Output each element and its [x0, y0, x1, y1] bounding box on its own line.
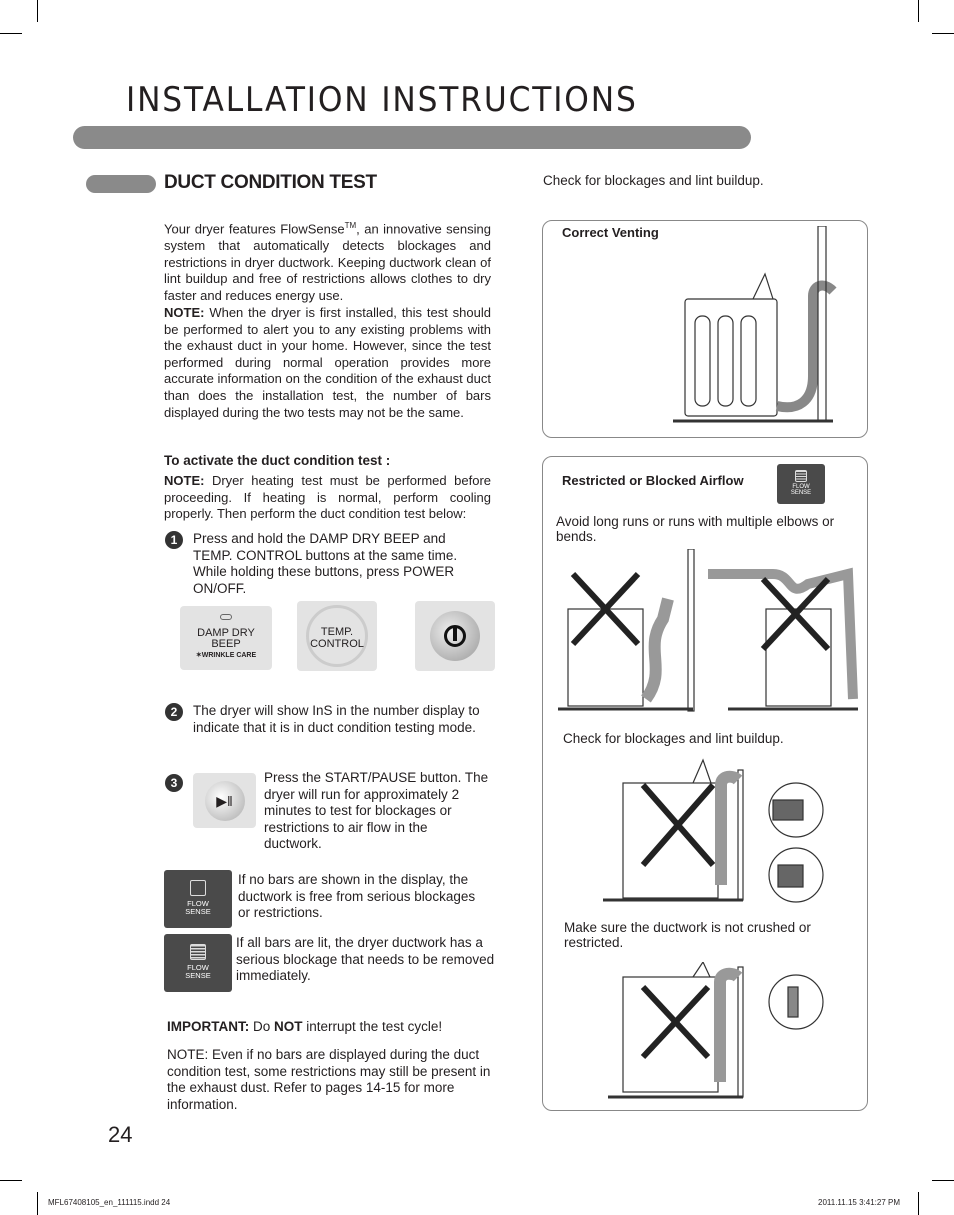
step-text: Press the START/PAUSE button. The dryer will run for approximately 2 minutes to test for blockages or restrictions to air flow in the ductwork.	[264, 770, 489, 852]
crop-mark	[918, 1192, 919, 1215]
final-note: NOTE: Even if no bars are displayed during the duct condition test, some restrictions may still be present in the exhaust dust. Refer to pages 14-15 for more information.	[167, 1047, 491, 1112]
flowsense-all-bars-icon	[164, 934, 232, 992]
button-label: BEEP	[211, 638, 241, 650]
crop-mark	[932, 1180, 954, 1181]
section-pill	[86, 175, 156, 193]
section-title: DUCT CONDITION TEST	[164, 172, 377, 193]
text: interrupt the test cycle!	[302, 1019, 443, 1034]
caption: Check for blockages and lint buildup.	[563, 731, 784, 746]
flow-label: FLOW	[187, 963, 209, 972]
flow-label: FLOW	[792, 484, 810, 490]
note-paragraph	[164, 305, 491, 421]
step-number: 2	[165, 703, 183, 721]
button-label: TEMP.	[320, 626, 354, 638]
crop-mark	[37, 1192, 38, 1215]
temp-control-button	[297, 601, 377, 671]
start-pause-button	[193, 773, 256, 828]
flow-label: SENSE	[790, 490, 812, 496]
dryer-correct-venting-illustration	[673, 226, 843, 431]
intro-text: , an innovative sensing system that automatically detects blockages and restrictions in dryer ductwork. Keeping ductwork clean of lint buildup and free of restrictions allows clothes to dry faster and reduces energy use.	[164, 221, 491, 303]
step-text: Press and hold the DAMP DRY BEEP and TEMP. CONTROL buttons at the same time. While holding these buttons, press POWER ON/OFF.	[193, 531, 458, 596]
panel-title: Correct Venting	[562, 225, 659, 240]
note-label: NOTE:	[164, 305, 205, 320]
tm: TM	[344, 221, 357, 230]
page-title: INSTALLATION INSTRUCTIONS	[126, 80, 638, 120]
step-text: The dryer will show InS in the number display to indicate that it is in duct condition testing mode.	[193, 703, 480, 735]
indicator-led-icon	[220, 614, 232, 620]
activate-note	[164, 473, 491, 523]
flow-label: FLOW	[187, 899, 209, 908]
footer-file: MFL67408105_en_111115.indd 24	[48, 1198, 171, 1207]
activate-heading: To activate the duct condition test :	[164, 453, 391, 468]
crop-mark	[932, 33, 954, 34]
step-number: 3	[165, 774, 183, 792]
button-label: CONTROL	[310, 638, 364, 650]
panel-title: Restricted or Blocked Airflow	[562, 473, 744, 488]
power-icon	[430, 611, 480, 661]
crop-mark	[918, 0, 919, 22]
damp-dry-beep-button	[180, 606, 272, 670]
important-note	[167, 1019, 442, 1034]
crop-mark	[0, 33, 22, 34]
note-text: Dryer heating test must be performed before proceeding. If heating is normal, perform cooling properly. Then perform the duct condition test below:	[164, 473, 491, 522]
important-label: IMPORTANT:	[167, 1019, 250, 1034]
flowsense-no-bars-icon	[164, 870, 232, 928]
header-bar	[73, 126, 751, 149]
crushed-duct-illustration	[608, 962, 833, 1102]
result-text: If all bars are lit, the dryer ductwork has a serious blockage that needs to be removed immediately.	[236, 935, 495, 984]
result-text: If no bars are shown in the display, the ductwork is free from serious blockages or restrictions.	[238, 872, 476, 921]
note-label: NOTE:	[164, 473, 205, 488]
lint-buildup-illustration	[603, 755, 828, 905]
long-run-elbows-illustration	[558, 549, 858, 714]
flow-label: SENSE	[185, 907, 211, 916]
restricted-airflow-panel	[542, 456, 868, 1111]
note-text: When the dryer is first installed, this test should be performed to alert you to any existing problems with the exhaust duct in your home. However, since the test performed during normal operation provides more accurate information on the condition of the exhaust duct than does the installation test, the number of bars displayed during the two tests may not be the same.	[164, 305, 491, 420]
button-label: DAMP DRY	[197, 627, 255, 639]
crop-mark	[37, 0, 38, 22]
caption: Check for blockages and lint buildup.	[543, 173, 764, 188]
intro-text: Your dryer features FlowSense	[164, 221, 345, 237]
step-number: 1	[165, 531, 183, 549]
button-sublabel: ✶WRINKLE CARE	[195, 652, 257, 659]
flowsense-all-bars-icon	[777, 464, 825, 504]
caption: Make sure the ductwork is not crushed or restricted.	[564, 920, 811, 950]
intro-paragraph	[164, 218, 491, 304]
flow-label: SENSE	[185, 971, 211, 980]
text: Do	[249, 1019, 275, 1034]
caption: Avoid long runs or runs with multiple elbows or bends.	[556, 514, 835, 544]
footer-date: 2011.11.15 3:41:27 PM	[818, 1198, 900, 1207]
page-number: 24	[108, 1122, 133, 1147]
power-button	[415, 601, 495, 671]
correct-venting-panel	[542, 220, 868, 438]
emphasis: NOT	[274, 1019, 303, 1034]
play-pause-icon: ▶︎‖	[205, 781, 245, 821]
crop-mark	[0, 1180, 22, 1181]
